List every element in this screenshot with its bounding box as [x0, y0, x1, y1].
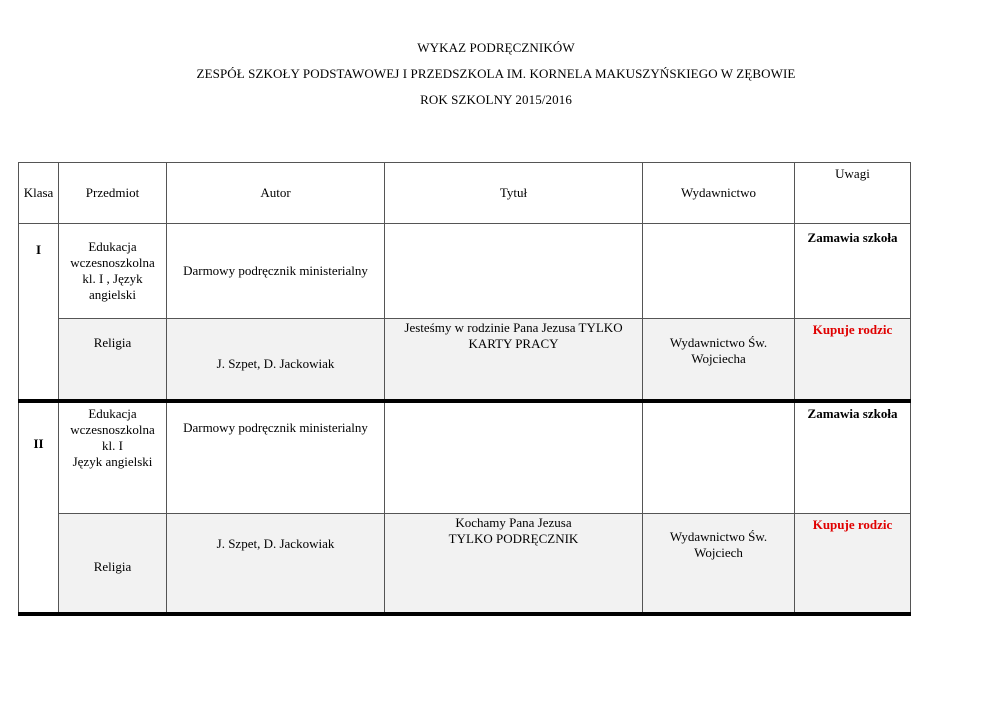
klasa-cell [19, 401, 59, 614]
przedmiot-line: kl. I [102, 437, 123, 453]
wydawnictwo-cell [643, 401, 795, 514]
document-title: WYKAZ PODRĘCZNIKÓW [417, 40, 575, 55]
autor-cell: Darmowy podręcznik ministerialny [167, 224, 385, 319]
wydawnictwo-line: Wydawnictwo Św. [669, 335, 768, 350]
autor-cell: J. Szpet, D. Jackowiak [167, 319, 385, 401]
przedmiot-line: angielski [89, 287, 136, 302]
header-wydawnictwo: Wydawnictwo [643, 163, 795, 224]
przedmiot-line: kl. I , Język [82, 271, 143, 286]
uwagi-cell: Kupuje rodzic [795, 319, 911, 401]
przedmiot-cell [59, 319, 167, 401]
wydawnictwo-cell [643, 224, 795, 319]
uwagi-cell: Zamawia szkoła [795, 401, 911, 514]
header-tytul: Tytuł [385, 163, 643, 224]
wydawnictwo-cell [643, 319, 795, 401]
header-uwagi: Uwagi [795, 163, 911, 224]
tytul-cell [385, 514, 643, 614]
przedmiot-line: Edukacja [88, 405, 137, 421]
przedmiot-line: wczesnoszkolna [70, 421, 155, 437]
table-header-row [19, 163, 911, 224]
wydawnictwo-line: Wojciecha [691, 351, 746, 366]
tytul-cell [385, 319, 643, 401]
przedmiot-line: wczesnoszkolna [70, 255, 155, 270]
przedmiot-cell [59, 514, 167, 614]
klasa-label: I [35, 242, 42, 257]
textbook-table [18, 162, 911, 616]
school-year: ROK SZKOLNY 2015/2016 [420, 92, 572, 107]
przedmiot-cell [59, 401, 167, 514]
przedmiot-cell [59, 224, 167, 319]
autor-cell: J. Szpet, D. Jackowiak [167, 514, 385, 614]
tytul-line: Kochamy Pana Jezusa [455, 515, 572, 530]
tytul-line: TYLKO PODRĘCZNIK [448, 531, 579, 546]
uwagi-cell: Zamawia szkoła [795, 224, 911, 319]
table-row [19, 401, 911, 514]
autor-cell: Darmowy podręcznik ministerialny [167, 401, 385, 514]
klasa-label: II [33, 435, 44, 451]
tytul-cell [385, 401, 643, 514]
tytul-cell [385, 224, 643, 319]
wydawnictwo-line: Wydawnictwo Św. [669, 529, 768, 544]
header-przedmiot: Przedmiot [59, 163, 167, 224]
przedmiot-line: Język angielski [72, 453, 153, 469]
wydawnictwo-cell [643, 514, 795, 614]
table-row [19, 514, 911, 614]
tytul-line: Jesteśmy w rodzinie Pana Jezusa TYLKO [404, 320, 623, 335]
przedmiot-line: Religia [93, 335, 132, 350]
przedmiot-line: Religia [93, 558, 132, 574]
header-autor: Autor [167, 163, 385, 224]
table-row [19, 224, 911, 319]
klasa-cell [19, 224, 59, 401]
wydawnictwo-line: Wojciech [694, 545, 743, 560]
header-klasa: Klasa [19, 163, 59, 224]
table-row [19, 319, 911, 401]
school-name: ZESPÓŁ SZKOŁY PODSTAWOWEJ I PRZEDSZKOLA IM. KORNELA MAKUSZYŃSKIEGO W ZĘBOWIE [196, 66, 796, 81]
przedmiot-line: Edukacja [88, 239, 137, 254]
tytul-line: KARTY PRACY [468, 336, 559, 351]
uwagi-cell: Kupuje rodzic [795, 514, 911, 614]
